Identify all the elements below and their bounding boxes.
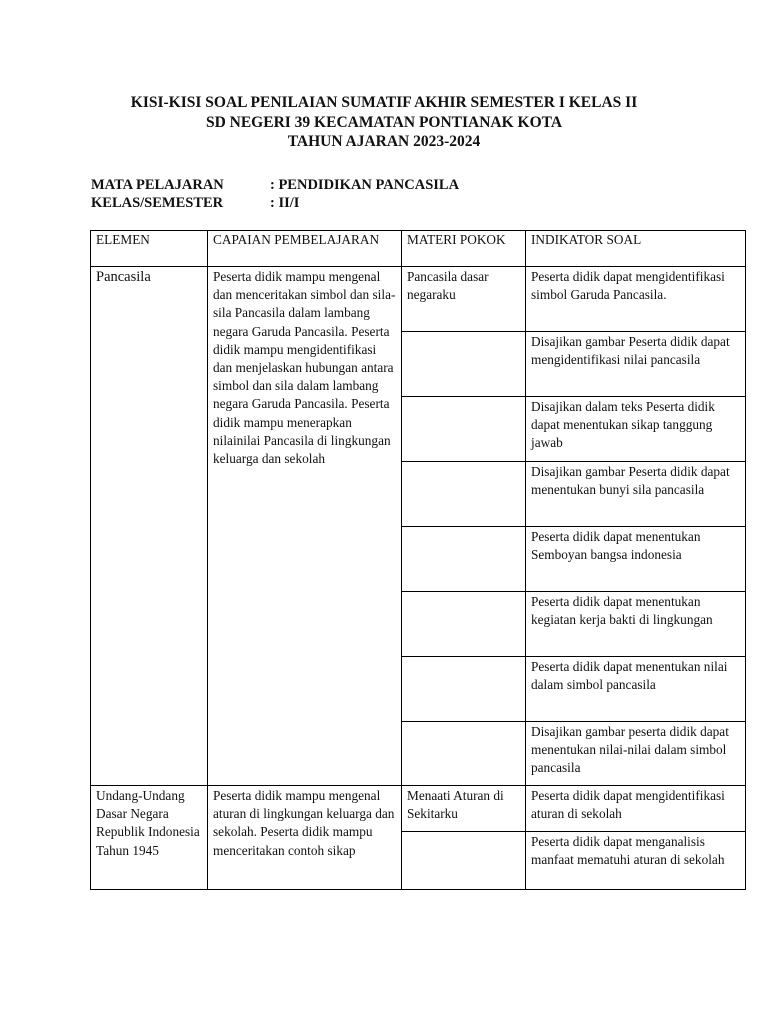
cell-indikator: Disajikan gambar peserta didik dapat menentukan nilai-nilai dalam simbol pancasila [526, 722, 746, 786]
document-title [0, 93, 768, 152]
cell-indikator: Peserta didik dapat mengidentifikasi aturan di sekolah [526, 786, 746, 832]
cell-materi-empty [402, 462, 526, 527]
title-line-3: TAHUN AJARAN 2023-2024 [287, 133, 481, 150]
cell-capaian: Peserta didik mampu mengenal aturan di lingkungan keluarga dan sekolah. Peserta didik mampu menceritakan contoh sikap [208, 786, 402, 890]
meta-class-value: : II/I [270, 194, 300, 211]
cell-materi-empty [402, 527, 526, 592]
header-materi: MATERI POKOK [402, 231, 526, 267]
kisi-kisi-table [90, 230, 746, 890]
meta-subject-value: : PENDIDIKAN PANCASILA [270, 177, 460, 193]
table-header-row [91, 231, 746, 267]
table-row [91, 267, 746, 332]
header-capaian: CAPAIAN PEMBELAJARAN [208, 231, 402, 267]
header-indikator: INDIKATOR SOAL [526, 231, 746, 267]
cell-materi: Menaati Aturan di Sekitarku [402, 786, 526, 832]
title-line-1: KISI-KISI SOAL PENILAIAN SUMATIF AKHIR SEMESTER I KELAS II [130, 94, 638, 111]
cell-materi-empty [402, 832, 526, 890]
cell-indikator: Disajikan dalam teks Peserta didik dapat menentukan sikap tanggung jawab [526, 397, 746, 462]
cell-materi-empty [402, 722, 526, 786]
cell-indikator: Disajikan gambar Peserta didik dapat menentukan bunyi sila pancasila [526, 462, 746, 527]
cell-indikator: Peserta didik dapat menentukan kegiatan kerja bakti di lingkungan [526, 592, 746, 657]
cell-indikator: Peserta didik dapat mengidentifikasi simbol Garuda Pancasila. [526, 267, 746, 332]
cell-materi-empty [402, 592, 526, 657]
cell-materi-empty [402, 332, 526, 397]
cell-materi-empty [402, 657, 526, 722]
document-meta [91, 177, 459, 212]
cell-materi-empty [402, 397, 526, 462]
cell-capaian: Peserta didik mampu mengenal dan menceritakan simbol dan sila-sila Pancasila dalam lambang negara Garuda Pancasila. Peserta didik mampu mengidentifikasi dan menjelaskan hubungan antara simbol dan sila dalam lambang negara Garuda Pancasila. Peserta didik mampu menerapkan nilainilai Pancasila di lingkungan keluarga dan sekolah [208, 267, 402, 786]
meta-class-label: KELAS/SEMESTER [91, 194, 224, 211]
cell-indikator: Disajikan gambar Peserta didik dapat mengidentifikasi nilai pancasila [526, 332, 746, 397]
meta-subject-row [91, 177, 459, 195]
cell-materi: Pancasila dasar negaraku [402, 267, 526, 332]
table-row [91, 786, 746, 832]
cell-indikator: Peserta didik dapat menentukan nilai dalam simbol pancasila [526, 657, 746, 722]
cell-indikator: Peserta didik dapat menganalisis manfaat mematuhi aturan di sekolah [526, 832, 746, 890]
meta-subject-label: MATA PELAJARAN [91, 177, 224, 193]
cell-elemen: Pancasila [91, 267, 208, 786]
cell-elemen: Undang-Undang Dasar Negara Republik Indonesia Tahun 1945 [91, 786, 208, 890]
meta-class-row [91, 195, 459, 213]
cell-indikator: Peserta didik dapat menentukan Semboyan bangsa indonesia [526, 527, 746, 592]
header-elemen: ELEMEN [91, 231, 208, 267]
title-line-2: SD NEGERI 39 KECAMATAN PONTIANAK KOTA [205, 113, 563, 131]
